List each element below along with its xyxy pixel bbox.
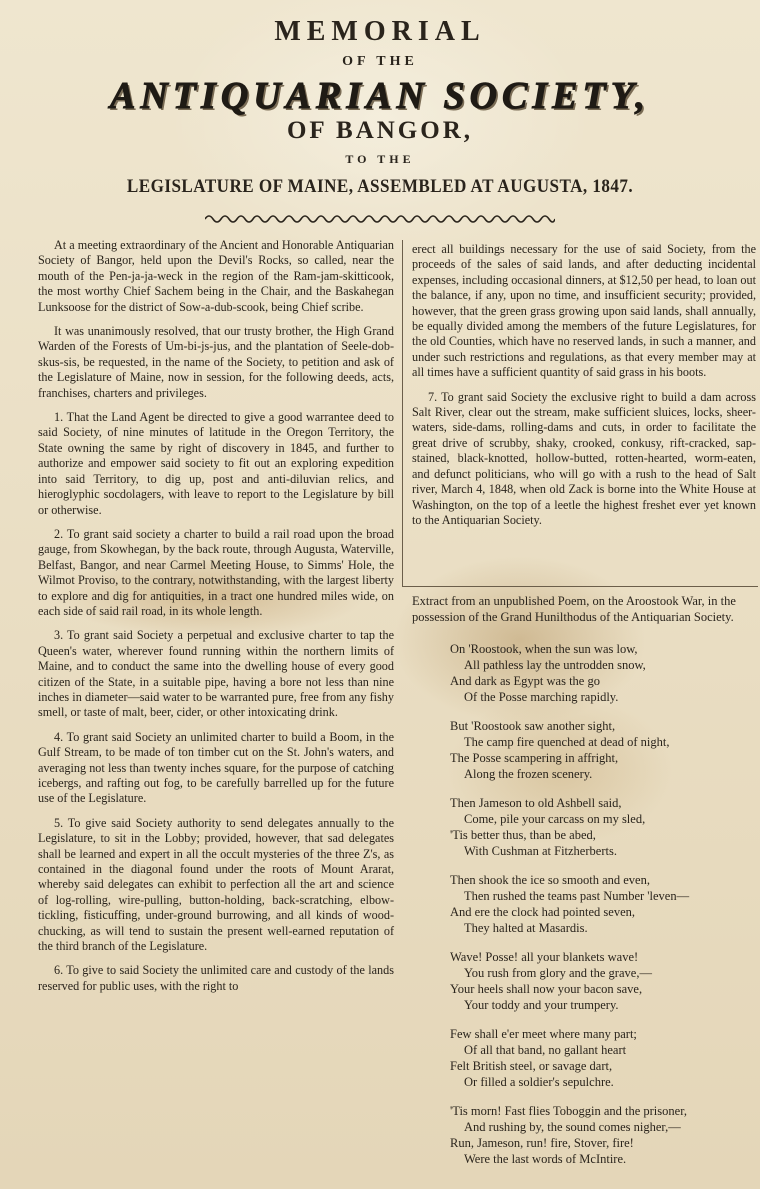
right-column — [412, 242, 756, 537]
verse-line: And rushing by, the sound comes nigher,— — [464, 1120, 681, 1134]
stanza — [412, 718, 756, 782]
verse-line: All pathless lay the untrodden snow, — [464, 658, 646, 672]
extract-title: Extract from an unpublished Poem, on the Aroostook War, in the possession of the Grand Hunilthodus of the Antiquarian Society. — [412, 594, 736, 624]
left-column — [38, 238, 394, 1003]
verse-line: Then Jameson to old Ashbell said, — [450, 796, 622, 810]
heading-of-the: OF THE — [342, 54, 418, 69]
stanza — [412, 872, 756, 936]
paragraph: 5. To give said Society authority to send delegates annually to the Legislature, to sit in the Lobby; provided, however, that sad delegates shall be learned and expert in all the occult mysteries of the three Z's, as contained in the diagonal found under the roots of Mount Ararat, whereby said delegates can exhibit to perfection all the art and science of log-rolling, wire-pulling, button-holding, back-scratching, elbow-tickling, fisticuffing, under-ground burrowing, and all kinds of wood-chucking, as will tend to sustain the present well-earned reputation of the third branch of the Legislature. — [38, 815, 394, 954]
heading-society: ANTIQUARIAN SOCIETY, — [110, 75, 650, 117]
paragraph: It was unanimously resolved, that our trusty brother, the High Grand Warden of the Forests of Um-bi-js-jus, and the plantation of Seele-dob-skus-sis, be requested, in the name of the Society, to petition and ask of the Legislature of Maine, now in session, for the following deeds, acts, franchises, charters and privileges. — [38, 324, 394, 400]
verse-line: On 'Roostook, when the sun was low, — [450, 642, 638, 656]
verse-line: Of the Posse marching rapidly. — [464, 690, 619, 704]
stanza — [412, 949, 756, 1013]
verse-line: The Posse scampering in affright, — [450, 751, 619, 765]
verse-line: They halted at Masardis. — [464, 921, 588, 935]
verse-line: Run, Jameson, run! fire, Stover, fire! — [450, 1136, 634, 1150]
verse-line: 'Tis better thus, than be abed, — [450, 828, 596, 842]
verse-line: Wave! Posse! all your blankets wave! — [450, 950, 639, 964]
verse-line: Then shook the ice so smooth and even, — [450, 873, 650, 887]
section-divider — [402, 586, 758, 587]
verse-line: Come, pile your carcass on my sled, — [464, 812, 646, 826]
verse-line: And dark as Egypt was the go — [450, 674, 600, 688]
verse-line: Felt British steel, or savage dart, — [450, 1059, 613, 1073]
paragraph: erect all buildings necessary for the use of said Society, from the proceeds of the sales of said lands, and after deducting incidental expenses, including occasional dinners, at $12,50 per head, to loan out the balance, if any, upon no time, and insufficient security; provided, however, that the green grass growing upon said lands, shall annually, be equally divided among the members of the future Legislatures, for the old Counties, which have no reserved lands, in such a manner, and under such restrictions and regulations, as that every member may at all times have a sufficient quantity of said grass in his boots. — [412, 242, 756, 380]
column-divider — [402, 240, 403, 586]
verse-line: Your toddy and your trumpery. — [464, 998, 619, 1012]
paragraph: 2. To grant said society a charter to build a rail road upon the broad gauge, from Skowhegan, by the back route, through Augusta, Waterville, Belfast, Bangor, and near Carmel Meeting House, to Simms' Hole, the Wilmot Proviso, to the contrary, notwithstanding, with the largest liberty to explore and dig for antiquities, in a tract one hundred miles wide, on each side of said rail road, in its whole length. — [38, 526, 394, 618]
verse-line: Then rushed the teams past Number 'leven— — [464, 889, 690, 903]
heading-memorial: MEMORIAL — [274, 16, 486, 47]
verse-line: You rush from glory and the grave,— — [464, 966, 652, 980]
heading-legislature: LEGISLATURE OF MAINE, ASSEMBLED AT AUGUSTA, 1847. — [126, 176, 634, 197]
verse-line: Along the frozen scenery. — [464, 767, 593, 781]
ornamental-rule — [205, 212, 555, 226]
poem-extract — [412, 593, 756, 1180]
stanza — [412, 795, 756, 859]
paragraph: 6. To give to said Society the unlimited care and custody of the lands reserved for public uses, with the right to — [38, 963, 394, 993]
verse-line: Were the last words of McIntire. — [464, 1152, 627, 1166]
verse-line: Few shall e'er meet where many part; — [450, 1027, 637, 1041]
verse-line: With Cushman at Fitzherberts. — [464, 844, 617, 858]
verse-line: Of all that band, no gallant heart — [464, 1043, 627, 1057]
verse-line: Your heels shall now your bacon save, — [450, 982, 643, 996]
verse-line: And ere the clock had pointed seven, — [450, 905, 636, 919]
heading-to-the: TO THE — [345, 152, 415, 166]
stanza — [412, 1026, 756, 1090]
verse-line: Or filled a soldier's sepulchre. — [464, 1075, 614, 1089]
paragraph: 4. To grant said Society an unlimited charter to build a Boom, in the Gulf Stream, to be made of ton timber cut on the St. John's waters, and averaging not less than twenty inches square, for the purpose of catching icebergs, and rafting out fog, to be carefully barrelled up for the future use of the Legislature. — [38, 729, 394, 806]
verse-line: But 'Roostook saw another sight, — [450, 719, 616, 733]
paragraph: At a meeting extraordinary of the Ancient and Honorable Antiquarian Society of Bangor, held upon the Devil's Rocks, so called, near the mouth of the Pen-ja-ja-weck in the region of the Ram-jam-skitticook, the most worthy Chief Sachem being in the Chair, and the Baskahegan Lunksoose for the district of Sow-a-dub-scook, being Chief scribe. — [38, 238, 394, 314]
heading-of-bangor: OF BANGOR, — [286, 117, 474, 144]
paragraph: 3. To grant said Society a perpetual and exclusive charter to tap the Queen's water, wherever found running within the northern limits of Maine, and to conduct the same into the dwelling house of every good citizen of the State, in a suitable pipe, having a bore not less than nine inches in diameter—said water to be warranted pure, free from any fishy smell, or taste of malt, beer, cider, or other intoxicating drink. — [38, 628, 394, 720]
paragraph: 7. To grant said Society the exclusive right to build a dam across Salt River, clear out the stream, make sufficient sluices, locks, sheer-waters, side-dams, rolling-dams and cuts, in order to facilitate the great drive of scrubby, shaky, crooked, conkusy, rift-cracked, sap-stained, black-knotted, hollow-butted, rotten-hearted, worm-eaten, and defunct politicians, who will go with a rush to the head of Salt river, March 4, 1848, when old Zack is borne into the White House at Washington, on the top of a leetle the highest freshet ever yet known to the Antiquarian Society. — [412, 389, 756, 527]
stanza — [412, 1103, 756, 1167]
verse-line: The camp fire quenched at dead of night, — [464, 735, 670, 749]
stanza — [412, 641, 756, 705]
paragraph: 1. That the Land Agent be directed to give a good warrantee deed to said Society, of nine minutes of latitude in the Oregon Territory, the State owning the same by right of discovery in 1845, and further to authorize and empower said society to fit out an exploring expedition into said Territory, to dig up, post and anti-diluvian relics, and hieroglyphic socdolagers, with leave to report to the Legislature by bill or otherwise. — [38, 410, 394, 517]
verse-line: 'Tis morn! Fast flies Toboggin and the prisoner, — [450, 1104, 687, 1118]
